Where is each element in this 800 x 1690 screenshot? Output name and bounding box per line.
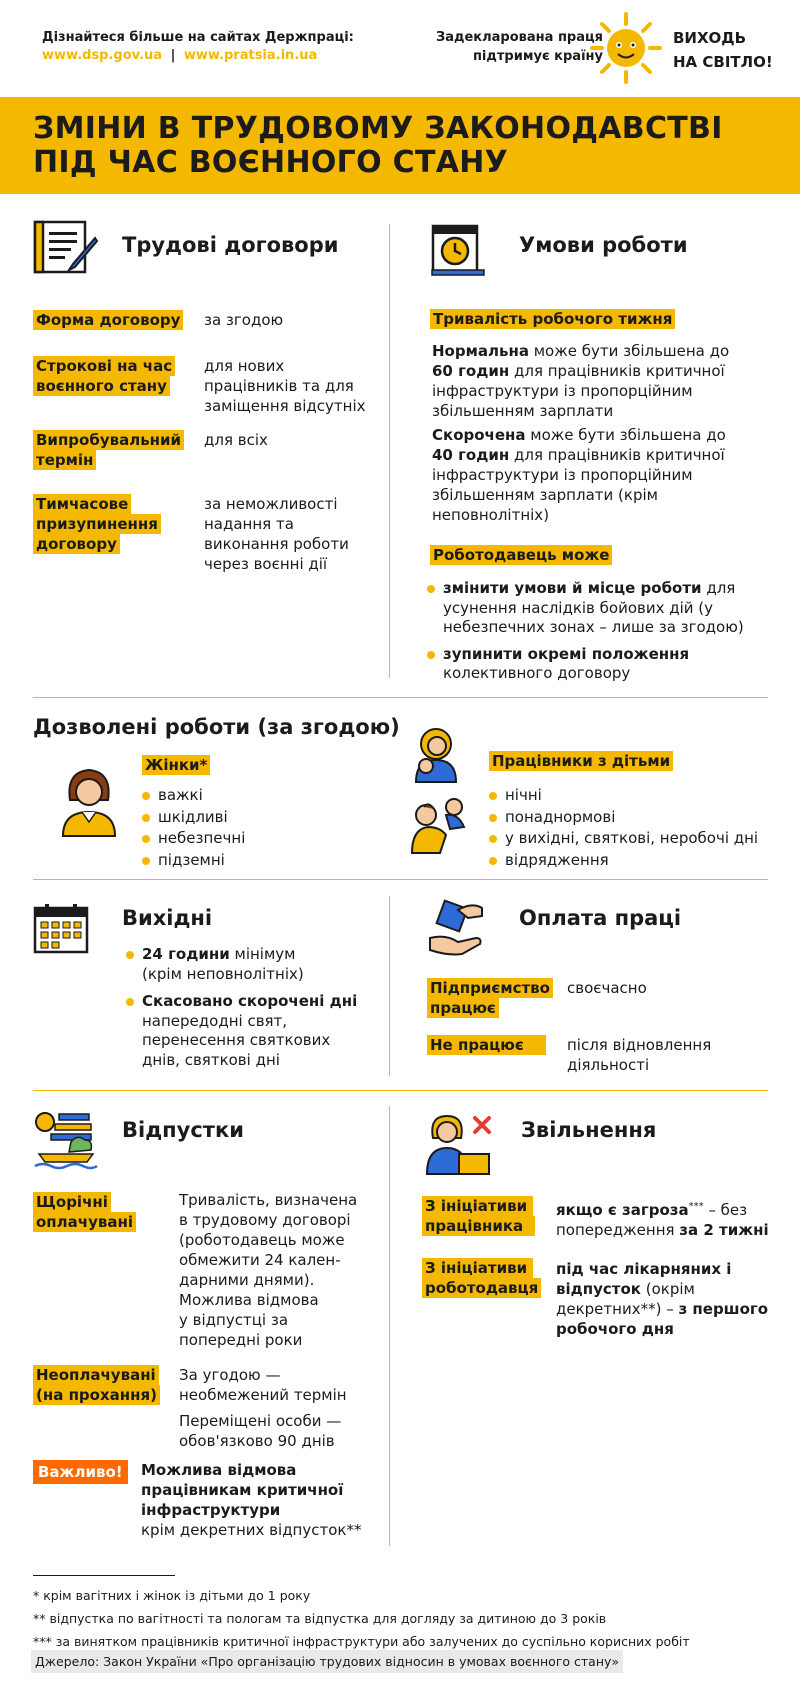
employer-can-label: Роботодавець може (430, 545, 612, 565)
vacation-icon (33, 1110, 99, 1172)
footnote-1: * крім вагітних і жінок із дітьми до 1 року (33, 1588, 311, 1603)
list-item: нічні (487, 786, 787, 806)
sun-logo-icon (588, 10, 664, 86)
site-separator: | (170, 48, 176, 63)
women-label: Жінки* (142, 755, 210, 775)
divider-horizontal-3 (33, 1090, 768, 1091)
site-link-pratsia[interactable]: www.pratsia.in.ua (183, 48, 318, 63)
dismissal-title: Звільнення (521, 1118, 657, 1142)
important-badge: Важливо! (33, 1460, 128, 1484)
site-link-dsp[interactable]: www.dsp.gov.ua (42, 48, 163, 63)
footnote-divider (33, 1575, 175, 1576)
payment-hands-icon (428, 898, 486, 958)
list-item: важкі (140, 786, 340, 806)
mother-child-icon (410, 726, 462, 784)
parents-list (487, 786, 787, 872)
contract-document-icon (33, 220, 99, 276)
brand-text: ВИХОДЬ НА СВІТЛО! (673, 29, 773, 71)
page-title: ЗМІНИ В ТРУДОВОМУ ЗАКОНОДАВСТВІ ПІД ЧАС ВОЄННОГО СТАНУ (33, 111, 723, 180)
list-item: небезпечні (140, 829, 340, 849)
list-item: у вихідні, святкові, неробочі дні (487, 829, 787, 849)
calendar-clock-icon (430, 220, 488, 278)
list-item: Скасовано скорочені дні напередодні свят, перенесення святкових днів, святкові дні (124, 992, 374, 1070)
list-item: 24 години мінімум (крім неповнолітніх) (124, 945, 374, 984)
list-item: понаднормові (487, 808, 787, 828)
footnotes (33, 1584, 773, 1653)
parents-label: Працівники з дітьми (489, 751, 673, 771)
permitted-title: Дозволені роботи (за згодою) (33, 715, 400, 739)
employer-can-list (425, 579, 785, 686)
source-note: Джерело: Закон України «Про організацію трудових відносин в умовах воєнного стану» (31, 1650, 623, 1673)
dismissal-worker-icon (425, 1112, 497, 1176)
list-item: змінити умови й місце роботи для усунення наслідків бойових дій (у небезпечних зонах – лише за згодою) (425, 579, 785, 638)
vacations-title: Відпустки (122, 1118, 244, 1142)
short-week-text: Скорочена може бути збільшена до 40 годин для працівників критичної інфраструктури із пропорційним збільшенням зарплати (крім неповнолітніх) (432, 426, 726, 524)
list-item: зупинити окремі положення колективного договору (425, 645, 785, 684)
divider-vertical-3 (389, 1106, 390, 1546)
weekends-list (124, 945, 374, 1072)
list-item: підземні (140, 851, 340, 871)
divider-horizontal-1 (33, 697, 768, 698)
pay-title: Оплата праці (519, 906, 682, 930)
divider-vertical-1 (389, 224, 390, 678)
women-list (140, 786, 340, 872)
calendar-icon (33, 902, 89, 954)
list-item: відрядження (487, 851, 787, 871)
normal-week-text: Нормальна може бути збільшена до 60 годин для працівників критичної інфраструктури із пропорційним збільшенням зарплати (432, 342, 730, 420)
header-slogan: Задекларована праця підтримує країну (435, 30, 603, 64)
list-item: шкідливі (140, 808, 340, 828)
conditions-title: Умови роботи (519, 233, 688, 257)
footnote-3: *** за винятком працівників критичної інфраструктури або залучених до суспільно корисних робіт (33, 1634, 690, 1649)
learn-more-text: Дізнайтеся більше на сайтах Держпраці: (42, 30, 354, 45)
woman-icon (60, 766, 118, 838)
week-duration-label: Тривалість робочого тижня (430, 309, 675, 329)
divider-vertical-2 (389, 896, 390, 1076)
father-child-icon (410, 795, 470, 855)
header-info (42, 29, 372, 65)
divider-horizontal-2 (33, 879, 768, 880)
weekends-title: Вихідні (122, 906, 213, 930)
contracts-title: Трудові договори (122, 233, 339, 257)
title-banner (0, 97, 800, 194)
footnote-2: ** відпустка по вагітності та пологам та відпустка для догляду за дитиною до 3 років (33, 1611, 607, 1626)
